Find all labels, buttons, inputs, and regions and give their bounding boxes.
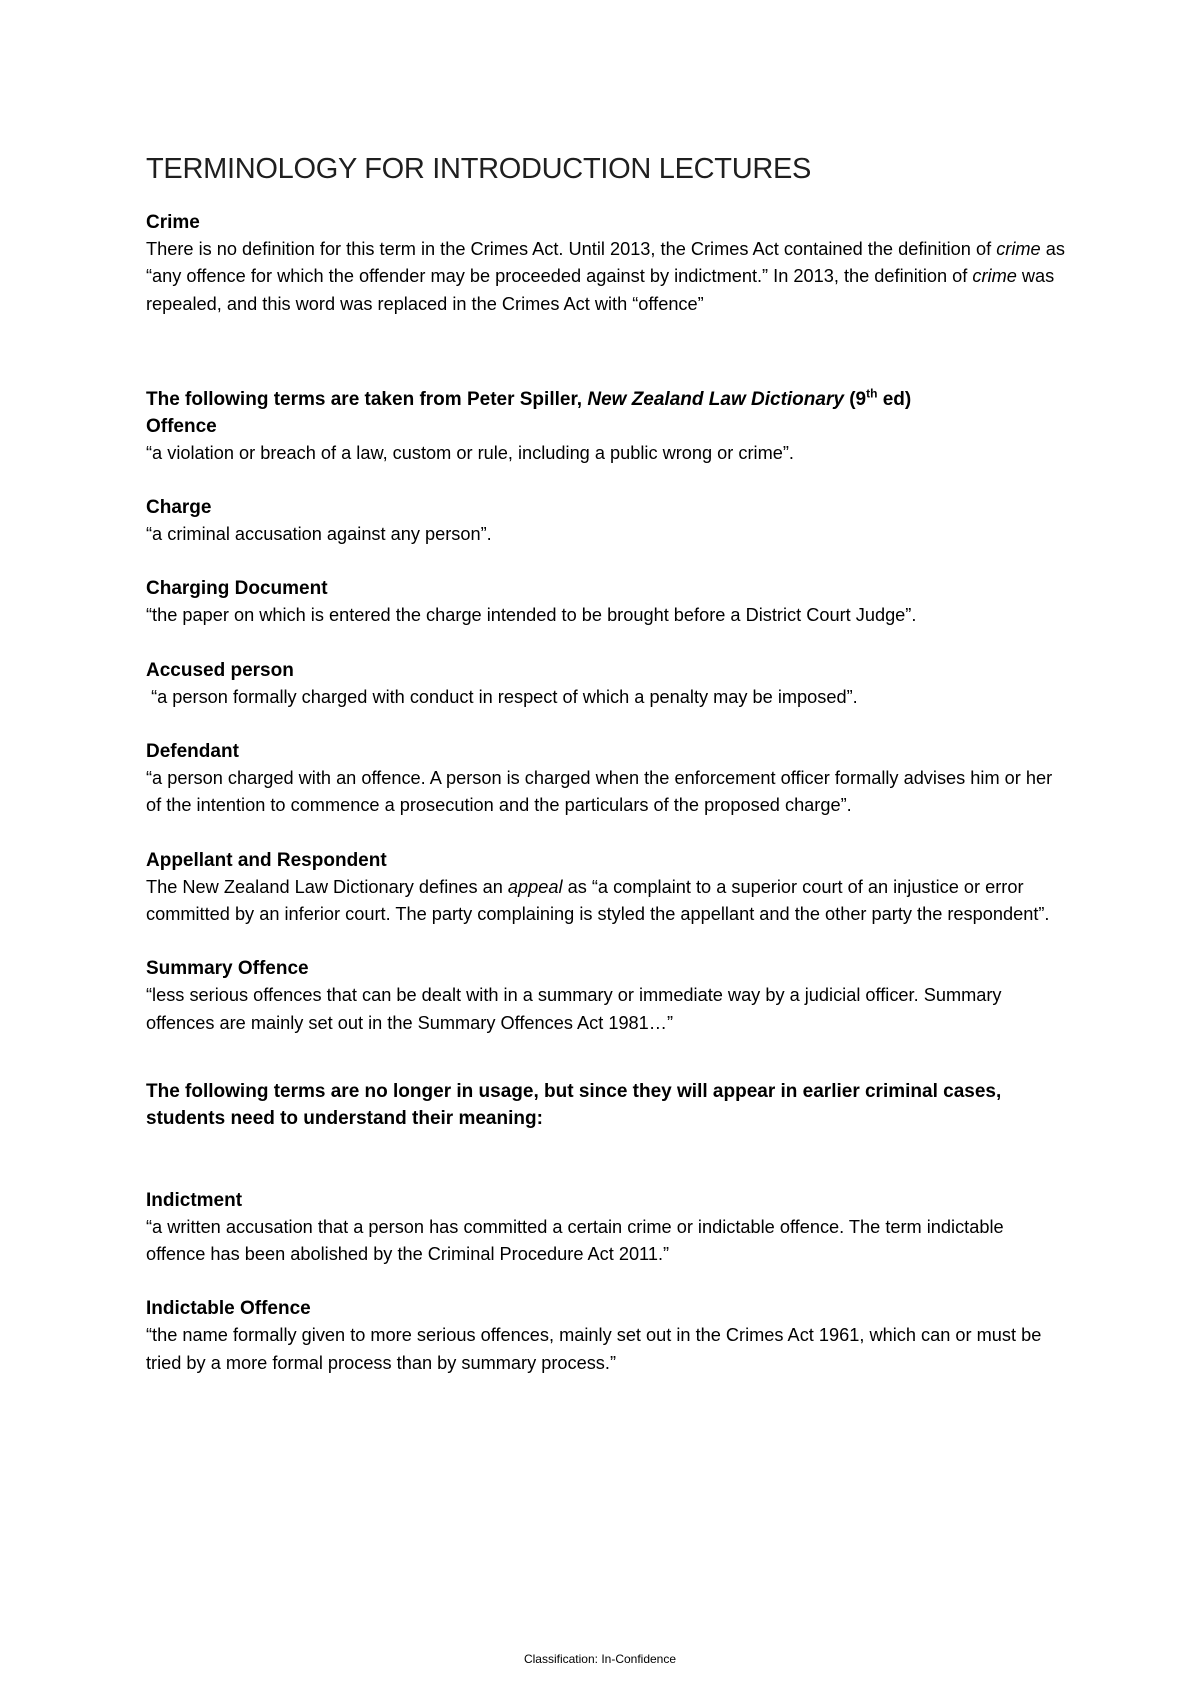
definition-text: as “any offence for which the offender may be proceeded against by indictment.” In 2013, the definition of [146, 239, 1065, 287]
document-page [146, 150, 1066, 1404]
definition-text: as “a complaint to a superior court of an injustice or error committed by an inferior court. The party complaining is styled the appellant and the other party the respondent”. [146, 876, 1050, 924]
definition-text: The New Zealand Law Dictionary defines an [146, 876, 508, 897]
term-block-summary-offence [146, 955, 1066, 1037]
definition-italic: crime [972, 266, 1017, 287]
spacer [146, 1037, 1066, 1078]
term-block-accused-person [146, 657, 1066, 711]
crime-section [146, 209, 1066, 318]
term-heading: Summary Offence [146, 958, 309, 980]
term-block-indictment [146, 1187, 1066, 1269]
page-title: TERMINOLOGY FOR INTRODUCTION LECTURES [146, 153, 812, 185]
term-definition: “a written accusation that a person has committed a certain crime or indictable offence. The term indictable offence has been abolished by the Criminal Procedure Act 2011.” [146, 1216, 1004, 1265]
term-block-charge [146, 494, 1066, 548]
definition-italic: appeal [507, 876, 563, 897]
term-definition: “a criminal accusation against any person”. [146, 524, 492, 545]
term-heading: Crime [146, 212, 200, 233]
term-definition: “a person formally charged with conduct in respect of which a penalty may be imposed”. [146, 686, 858, 707]
classification-footer: Classification: In-Confidence [523, 1652, 677, 1666]
term-block-indictable-offence [146, 1295, 1066, 1377]
term-block-offence [146, 413, 1066, 467]
dictionary-title: New Zealand Law Dictionary [587, 388, 844, 410]
term-definition [146, 874, 1066, 929]
term-definition: “a violation or breach of a law, custom or rule, including a public wrong or crime”. [146, 442, 794, 463]
spacer [146, 359, 1066, 386]
spacer [146, 1132, 1066, 1187]
term-heading: Charge [146, 497, 212, 519]
definition-italic: crime [996, 239, 1041, 259]
intro-text: ed) [877, 388, 912, 410]
term-heading: Appellant and Respondent [146, 849, 387, 871]
term-block-charging-document [146, 575, 1066, 629]
term-block-appellant [146, 847, 1066, 929]
term-definition: “the paper on which is entered the charge intended to be brought before a District Court Judge”. [146, 605, 917, 626]
term-block-defendant [146, 738, 1066, 820]
term-heading: Indictment [146, 1189, 243, 1211]
term-heading: Accused person [146, 659, 294, 681]
term-heading: Defendant [146, 741, 239, 763]
obsolete-terms-intro: The following terms are no longer in usage, but since they will appear in earlier criminal cases, students need to understand their meaning: [146, 1080, 1002, 1129]
definition-text: was repealed, and this word was replaced in the Crimes Act with “offence” [146, 266, 1055, 314]
intro-text: (9 [843, 388, 867, 410]
term-heading: Indictable Offence [146, 1298, 311, 1320]
source-intro [146, 386, 1066, 413]
edition-superscript: th [866, 386, 878, 401]
term-definition: “the name formally given to more serious offences, mainly set out in the Crimes Act 1961, which can or must be tried by a more formal process than by summary process.” [146, 1325, 1042, 1373]
term-definition: “less serious offences that can be dealt with in a summary or immediate way by a judicial officer. Summary offences are mainly set out in the Summary Offences Act 1981…” [146, 985, 1002, 1033]
term-definition [146, 236, 1066, 318]
intro-text: The following terms are taken from Peter Spiller, [146, 388, 588, 410]
term-heading: Charging Document [146, 578, 328, 600]
definition-text: There is no definition for this term in the Crimes Act. Until 2013, the Crimes Act contained the definition of [146, 239, 997, 259]
term-definition: “a person charged with an offence. A person is charged when the enforcement officer formally advises him or her of the intention to commence a prosecution and the particulars of the proposed charge”. [146, 768, 1053, 816]
term-heading: Offence [146, 415, 217, 437]
spacer [146, 318, 1066, 359]
